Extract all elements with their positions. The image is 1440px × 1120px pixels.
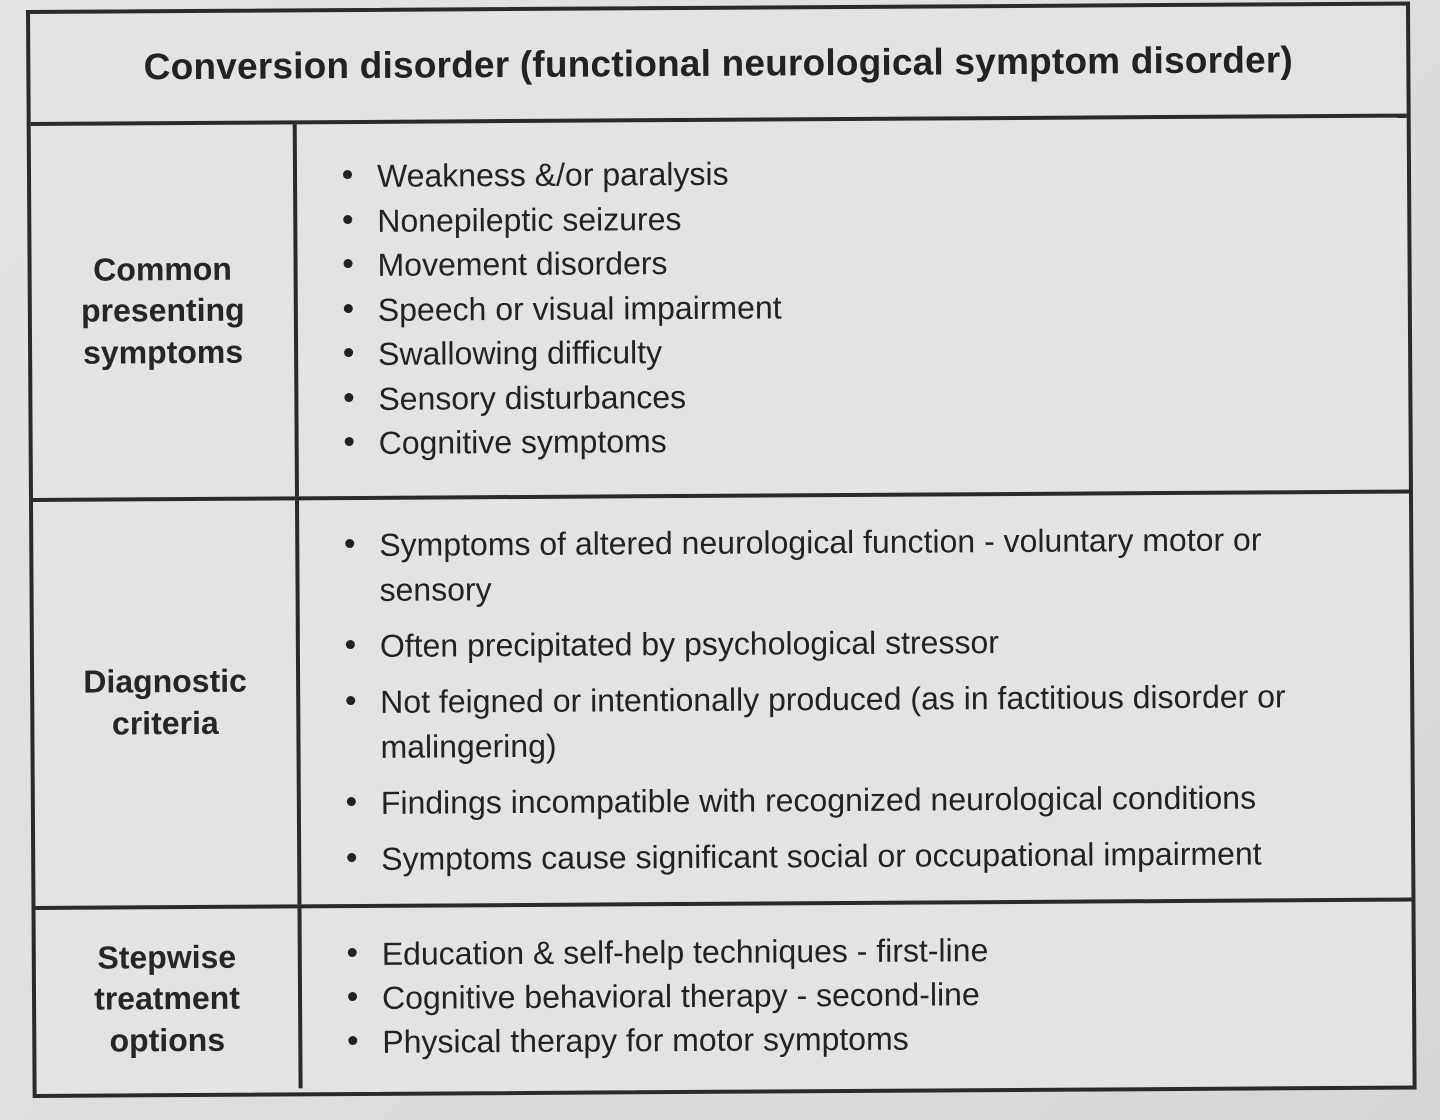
list-item: Movement disorders [337, 237, 1377, 288]
list-item: Education & self-help techniques - first-line [342, 926, 1382, 976]
list-item: Often precipitated by psychological stressor [340, 617, 1380, 668]
row-content-cell [297, 118, 1409, 497]
table-row-diagnostic-criteria [33, 494, 1411, 910]
bullet-list [337, 148, 1379, 466]
list-item: Cognitive behavioral therapy - second-line [342, 970, 1382, 1020]
list-item: Swallowing difficulty [338, 326, 1378, 377]
row-label: Diagnostic criteria [83, 663, 247, 742]
list-item: Physical therapy for motor symptoms [342, 1014, 1382, 1064]
row-label: Common presenting symptoms [80, 250, 245, 371]
list-item: Findings incompatible with recognized neurological conditions [341, 774, 1381, 825]
list-item: Speech or visual impairment [338, 281, 1378, 332]
list-item: Not feigned or intentionally produced (as in factitious disorder or malingering) [340, 673, 1381, 769]
table-row-common-presenting-symptoms [31, 118, 1409, 502]
list-item: Weakness &/or paralysis [337, 148, 1377, 199]
table-title-row [30, 6, 1407, 126]
bullet-list [339, 516, 1381, 881]
table-title: Conversion disorder (functional neurological symptom disorder) [143, 39, 1294, 88]
bullet-list [342, 926, 1383, 1064]
list-item: Nonepileptic seizures [337, 192, 1377, 243]
row-content-cell [299, 494, 1411, 905]
list-item: Cognitive symptoms [339, 415, 1379, 466]
list-item: Symptoms of altered neurological function - voluntary motor or sensory [339, 516, 1380, 612]
summary-table [26, 2, 1417, 1098]
list-item: Symptoms cause significant social or occupational impairment [341, 830, 1381, 881]
table-row-stepwise-treatment-options [35, 902, 1412, 1090]
row-label: Stepwise treatment options [94, 938, 241, 1059]
row-label-cell [33, 500, 301, 906]
row-content-cell [301, 902, 1412, 1089]
row-label-cell [35, 908, 302, 1090]
row-label-cell [31, 124, 299, 498]
list-item: Sensory disturbances [338, 370, 1378, 421]
